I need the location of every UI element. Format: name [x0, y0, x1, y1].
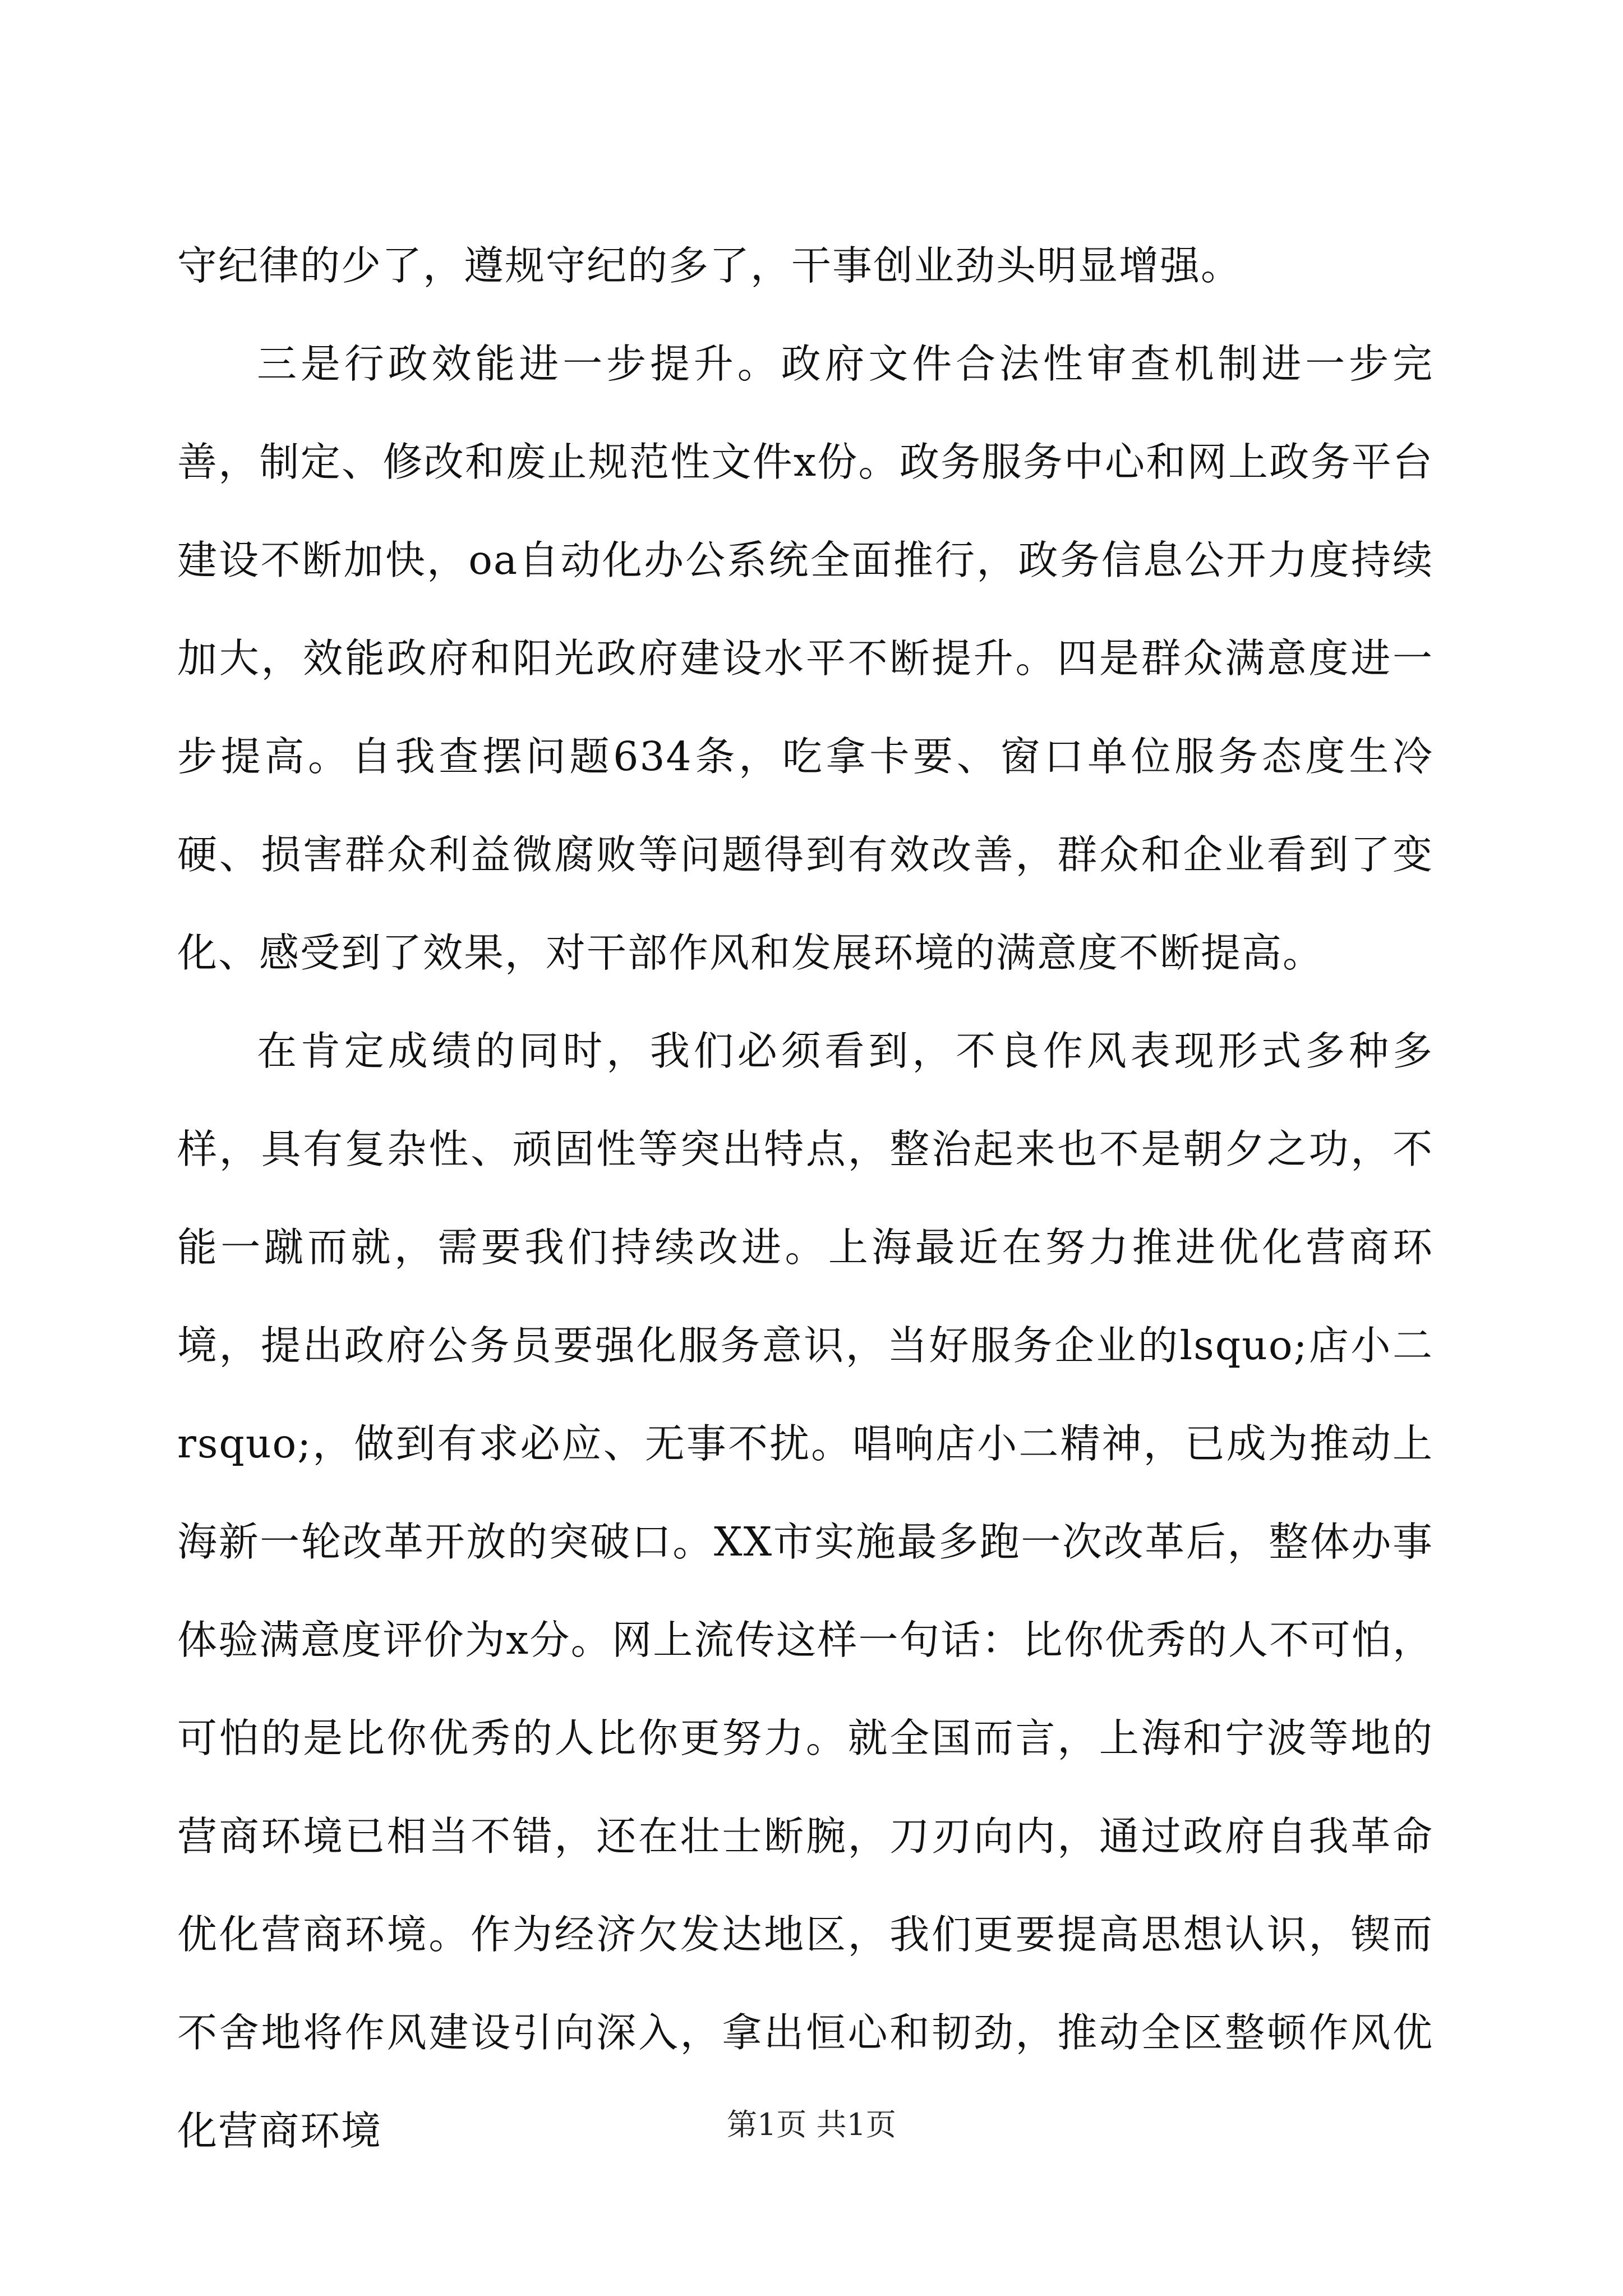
paragraph-continuation: 守纪律的少了，遵规守纪的多了，干事创业劲头明显增强。 — [177, 242, 1242, 289]
paragraph-business-environment: 在肯定成绩的同时，我们必须看到，不良作风表现形式多种多样，具有复杂性、顽固性等突出特点，整治起来也不是朝夕之功，不能一蹴而就，需要我们持续改进。上海最近在努力推进优化营商环境，提出政府公务员要强化服务意识，当好服务企业的lsquo;店小二rsquo;，做到有求必应、无事不扰。唱响店小二精神，已成为推动上海新一轮改革开放的突破口。XX市实施最多跑一次改革后，整体办事体验满意度评价为x分。网上流传这样一句话：比你优秀的人不可怕，可怕的是比你优秀的人比你更努力。就全国而言，上海和宁波等地的营商环境已相当不错，还在壮士断腕，刀刃向内，通过政府自我革命优化营商环境。作为经济欠发达地区，我们更要提高思想认识，锲而不舍地将作风建设引向深入，拿出恒心和韧劲，推动全区整顿作风优化营商环境 — [177, 1028, 1433, 2154]
page-number-label: 第1页 共1页 — [727, 2107, 896, 2142]
page-footer — [0, 2102, 1623, 2147]
document-body — [177, 217, 1433, 2180]
paragraph-administrative-efficiency: 三是行政效能进一步提升。政府文件合法性审查机制进一步完善，制定、修改和废止规范性文件x份。政务服务中心和网上政务平台建设不断加快，oa自动化办公系统全面推行，政务信息公开力度持续加大，效能政府和阳光政府建设水平不断提升。四是群众满意度进一步提高。自我查摆问题634条，吃拿卡要、窗口单位服务态度生冷硬、损害群众利益微腐败等问题得到有效改善，群众和企业看到了变化、感受到了效果，对干部作风和发展环境的满意度不断提高。 — [177, 341, 1434, 976]
